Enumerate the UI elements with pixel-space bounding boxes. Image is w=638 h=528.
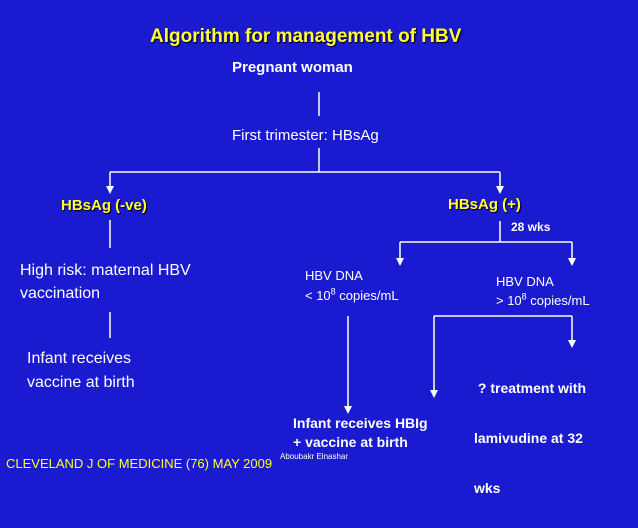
low-dna-node	[305, 269, 399, 303]
page-title: Algorithm for management of HBV	[150, 26, 462, 47]
high-dna-line-2	[496, 291, 590, 309]
high-dna-prefix: > 10	[496, 292, 522, 308]
treatment-line-1: ? treatment with	[474, 380, 587, 397]
high-dna-node	[496, 275, 590, 308]
high-risk-line-2: vaccination	[20, 284, 101, 302]
low-dna-line-2	[305, 286, 399, 304]
treatment-line-3: wks	[474, 480, 501, 497]
first-trimester-node: First trimester: HBsAg	[232, 127, 379, 144]
infant-hbig-node	[293, 416, 428, 450]
positive-branch-label: HBsAg (+)	[448, 196, 521, 213]
low-dna-exponent: 8	[330, 286, 336, 297]
low-dna-suffix: copies/mL	[335, 287, 399, 303]
infant-hbig-line-1: Infant receives HBIg	[293, 415, 428, 431]
high-risk-line-1: High risk: maternal HBV	[20, 262, 191, 279]
high-dna-exponent: 8	[521, 291, 527, 302]
infant-hbig-line-2: + vaccine at birth	[293, 433, 408, 450]
low-dna-prefix: < 10	[305, 287, 331, 303]
negative-branch-label: HBsAg (-ve)	[61, 197, 147, 214]
high-dna-suffix: copies/mL	[526, 292, 590, 308]
treatment-line-2: lamivudine at 32	[474, 430, 583, 447]
treatment-node	[474, 350, 586, 528]
high-dna-line-1: HBV DNA	[496, 274, 554, 289]
author-watermark: Aboubakr Elnashar	[280, 452, 349, 461]
root-node: Pregnant woman	[232, 59, 353, 76]
timing-label: 28 wks	[511, 220, 551, 234]
infant-vaccine-line-2: vaccine at birth	[27, 373, 135, 391]
infant-vaccine-node	[27, 350, 135, 392]
footer-citation: CLEVELAND J OF MEDICINE (76) MAY 2009	[6, 456, 273, 471]
low-dna-line-1: HBV DNA	[305, 268, 363, 283]
high-risk-node	[20, 262, 191, 303]
infant-vaccine-line-1: Infant receives	[27, 350, 132, 367]
